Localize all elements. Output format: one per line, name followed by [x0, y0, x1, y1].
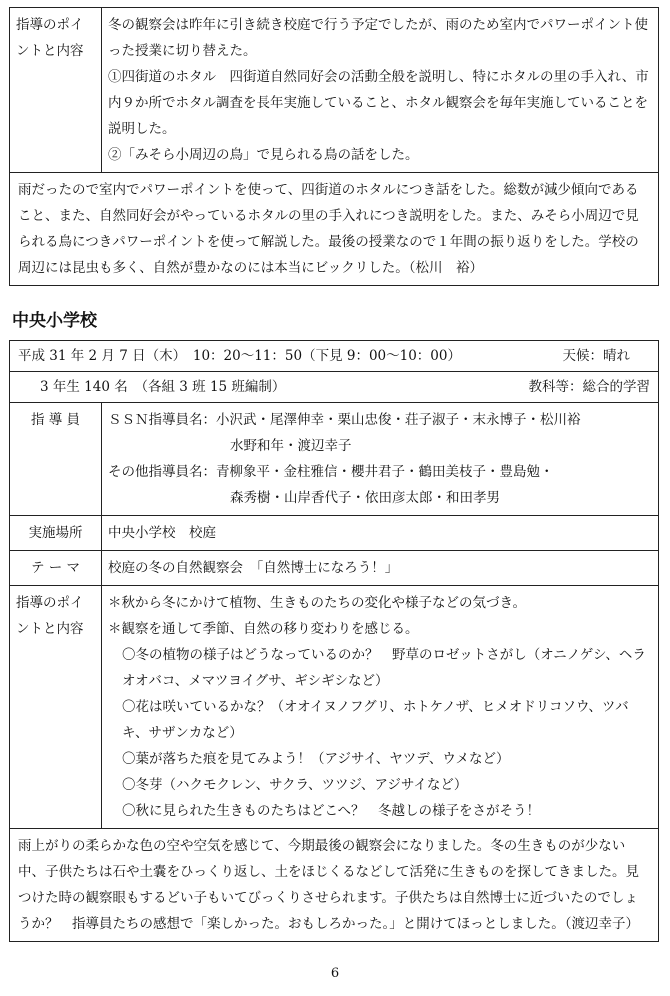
place-label: 実施場所: [10, 516, 102, 550]
point-text: 冬の観察会は昨年に引き続き校庭で行う予定でしたが、雨のため室内でパワーポイント使った授業に切り替えた。: [108, 17, 648, 59]
other-line: 森秀樹・山岸香代子・依田彦太郎・和田孝男: [230, 490, 500, 506]
points-row: [10, 585, 658, 828]
grade-subject: [10, 372, 658, 402]
theme-row: [10, 550, 658, 585]
grade-text: 3 年生 140 名 （各組 3 班 15 班編制）: [40, 379, 286, 395]
weather-text: 天候：晴れ: [562, 348, 630, 364]
subject-text: 教科等：総合的学習: [528, 379, 650, 395]
report-note: 雨だったので室内でパワーポイントを使って、四街道のホタルにつき話をした。総数が減少傾向であること、また、自然同好会がやっているホタルの里の手入れにつき説明をした。また、みそら小周辺で見られる鳥につきパワーポイントを使って解説した。最後の授業なので１年間の振り返りをした。学校の周辺には昆虫も多く、自然が豊かなのには本当にビックリした。（松川 裕）: [18, 182, 639, 276]
points-content: [102, 8, 658, 172]
date-row: [10, 341, 658, 371]
place-value: 中央小学校 校庭: [108, 525, 216, 541]
points-label: 指導のポイントと内容: [10, 8, 102, 172]
instructors-list: [102, 403, 658, 515]
points-content: [102, 586, 658, 828]
observation-item: 〇冬の植物の様子はどうなっているのか？ 野草のロゼットさがし（オニノゲシ、ヘラオオバコ、メマツヨイグサ、ギシギシなど）: [122, 647, 646, 689]
point-text: ＊観察を通して季節、自然の移り変わりを感じる。: [108, 621, 419, 637]
observation-item: 〇葉が落ちた痕を見てみよう！（アジサイ、ヤツデ、ウメなど）: [122, 751, 510, 767]
observation-item: 〇冬芽（ハクモクレン、サクラ、ツツジ、アジサイなど）: [122, 777, 468, 793]
chuo-report-table: [9, 340, 659, 942]
other-line: その他指導員名：青柳象平・金柱雅信・櫻井君子・鶴田美枝子・豊島勉・: [108, 464, 554, 480]
observation-item: 〇秋に見られた生きものたちはどこへ？ 冬越しの様子をさがそう！: [122, 803, 540, 819]
date-weather: [10, 341, 658, 371]
place-row: [10, 515, 658, 550]
points-label: 指導のポイントと内容: [10, 586, 102, 828]
date-text: 平成 31 年 2 月 7 日（木） 10：20～11：50（下見 9：00～10：00）: [18, 348, 461, 364]
observation-item: 〇花は咲いているかな？（オオイヌノフグリ、ホトケノザ、ヒメオドリコソウ、ツバキ、サザンカなど）: [122, 699, 629, 741]
point-text: ＊秋から冬にかけて植物、生きものたちの変化や様子などの気づき。: [108, 595, 526, 611]
page-number: 6: [330, 966, 340, 981]
instructors-row: [10, 402, 658, 515]
point-text: ①四街道のホタル 四街道自然同好会の活動全般を説明し、特にホタルの里の手入れ、市内９か所でホタル調査を長年実施していること、ホタル観察会を毎年実施していることを説明した。: [108, 69, 649, 137]
theme-value: 校庭の冬の自然観察会 「自然博士になろう！」: [108, 560, 399, 576]
grade-row: [10, 371, 658, 402]
report-note-row: [10, 172, 658, 285]
prior-report-table: [9, 7, 659, 286]
report-note: 雨上がりの柔らかな色の空や空気を感じて、今期最後の観察会になりました。冬の生きものが少ない中、子供たちは石や土嚢をひっくり返し、土をほじくるなどして活発に生きものを探してきました。見つけた時の観察眼もするどい子もいてびっくりさせられます。子供たちは自然博士に近づいたのでしょうか？ 指導員たちの感想で「楽しかった。おもしろかった。」と開けてほっとしました。（渡辺幸子）: [18, 838, 639, 932]
instructors-label: 指 導 員: [10, 403, 102, 515]
report-note-row: [10, 828, 658, 941]
point-text: ②「みそら小周辺の鳥」で見られる鳥の話をした。: [108, 147, 419, 163]
ssn-line: 水野和年・渡辺幸子: [230, 438, 352, 454]
section-title: 中央小学校: [12, 311, 97, 331]
ssn-line: ＳＳＮ指導員名：小沢武・尾澤伸幸・栗山忠俊・荘子淑子・末永博子・松川裕: [108, 412, 581, 428]
theme-label: テ ー マ: [10, 551, 102, 585]
points-row: [10, 8, 658, 172]
